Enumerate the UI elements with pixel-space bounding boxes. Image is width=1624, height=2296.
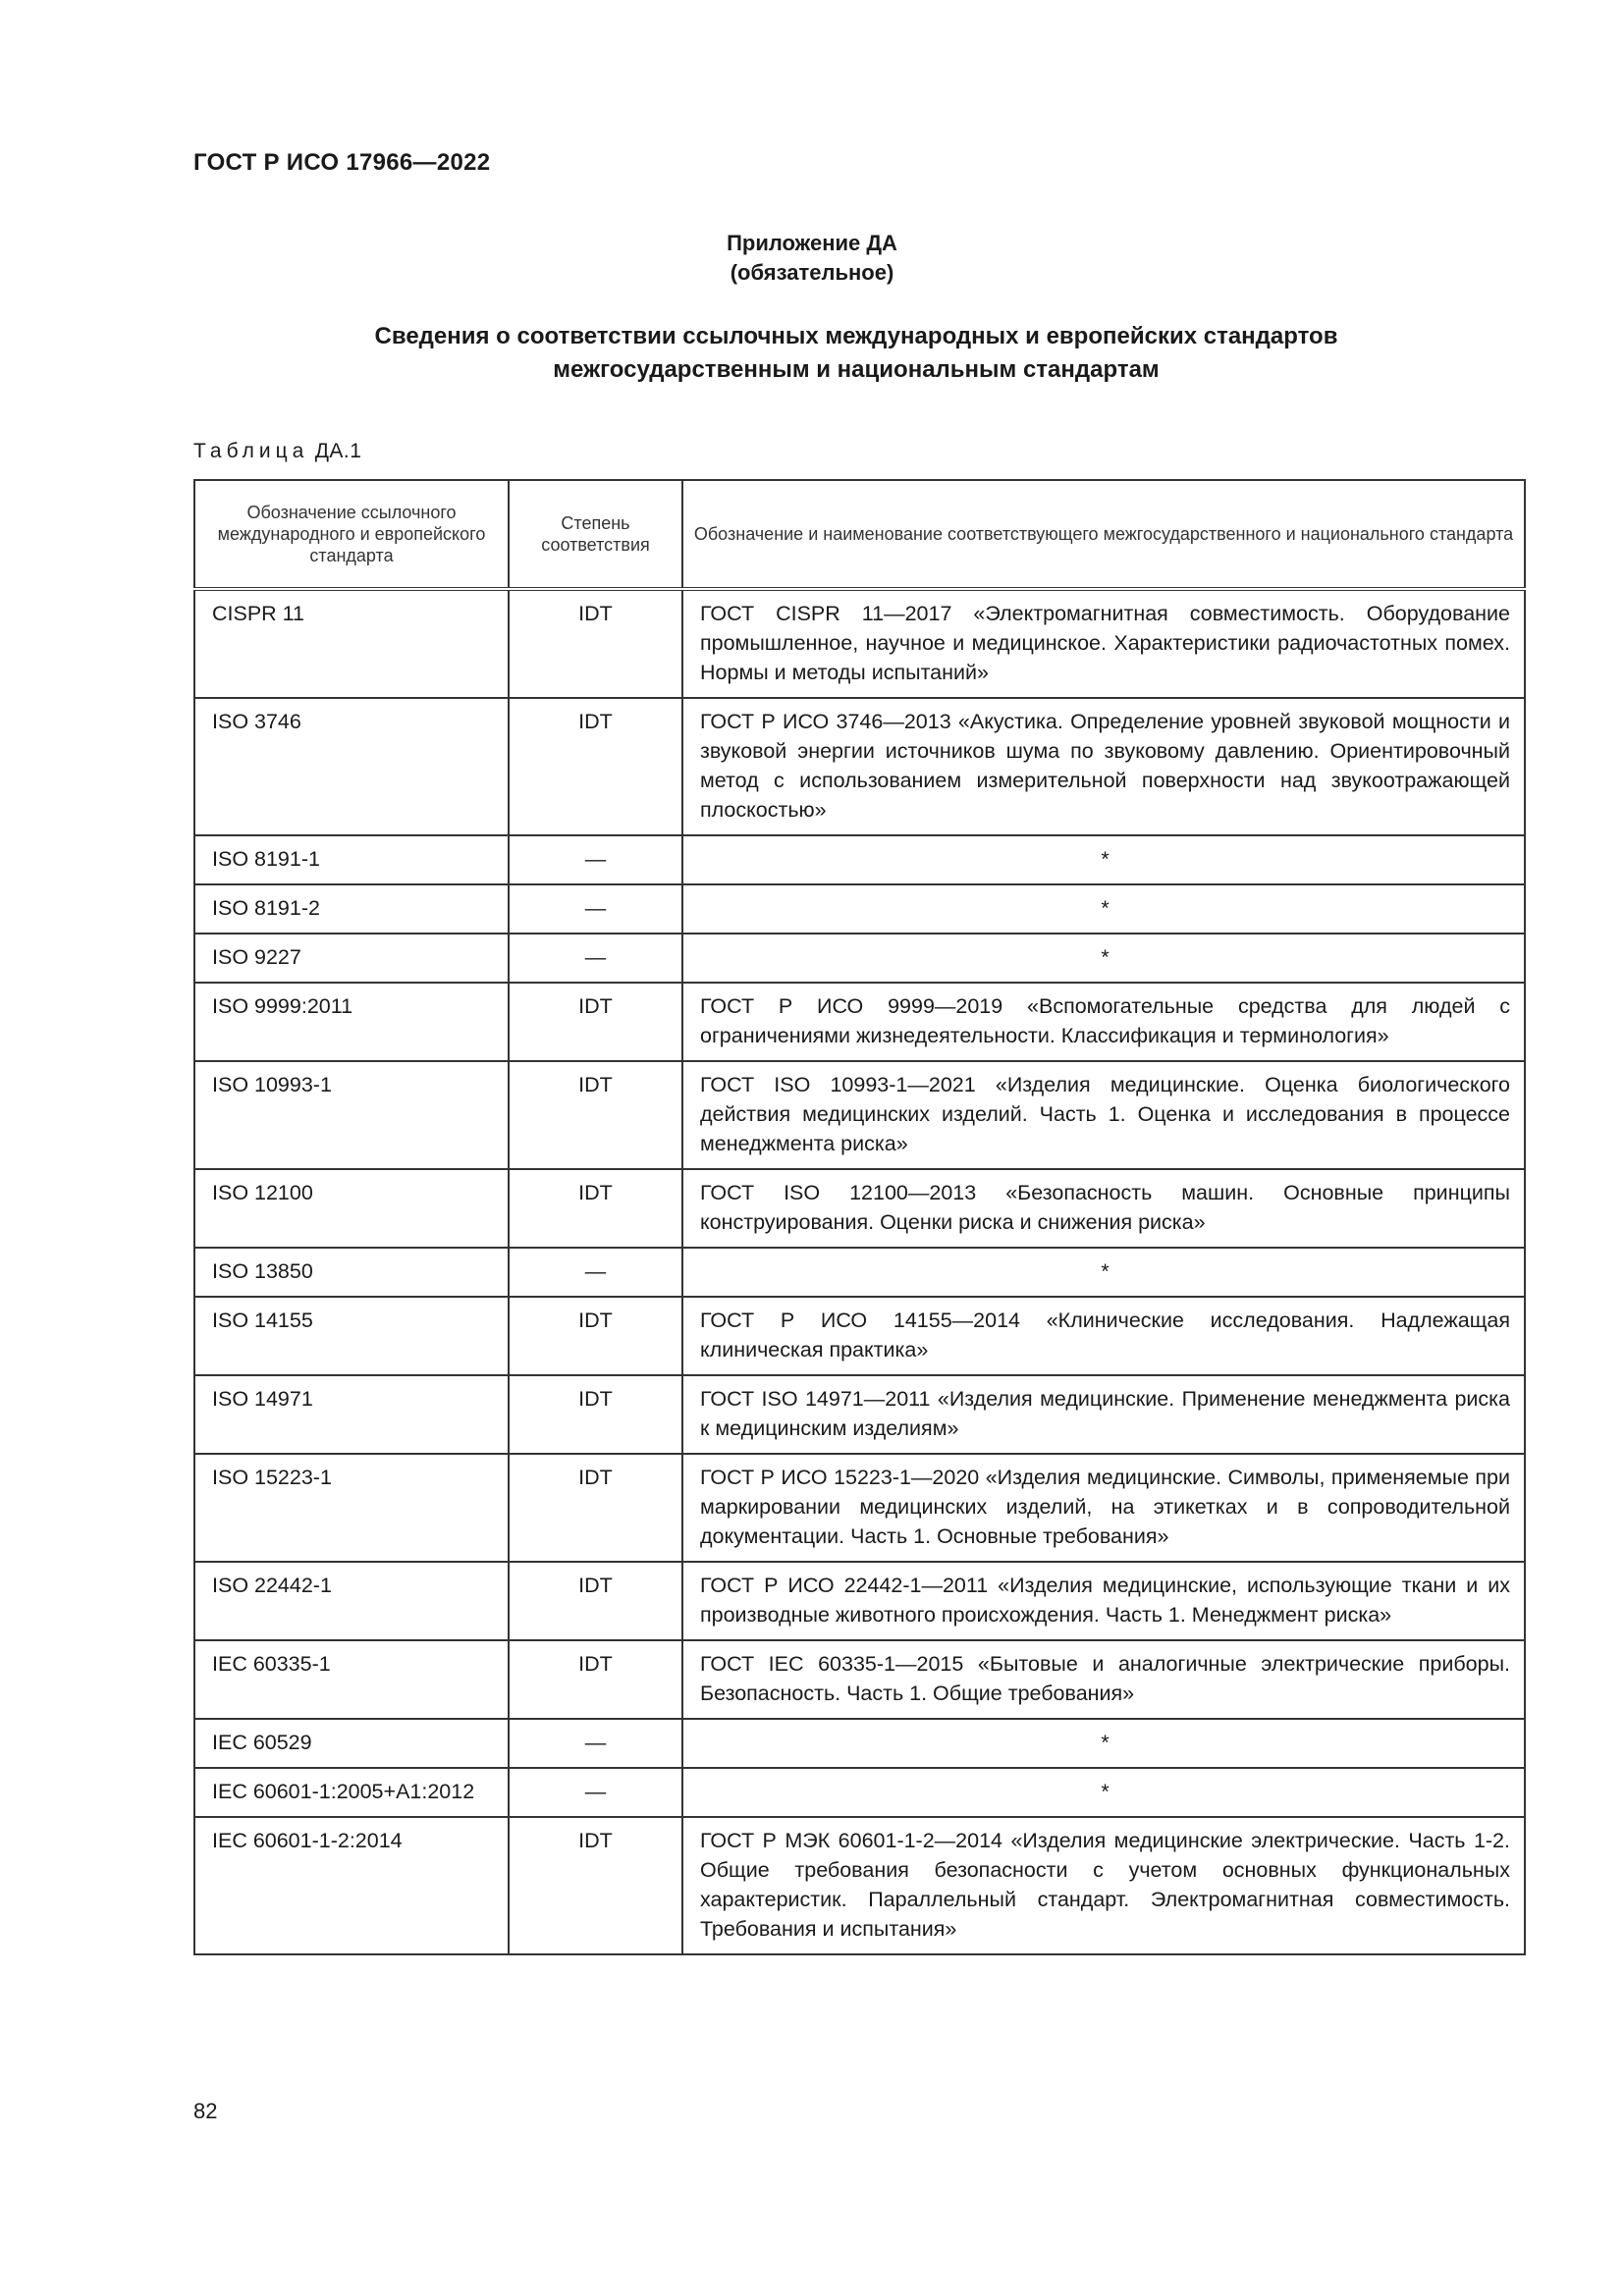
degree-cell: IDT [509, 1454, 682, 1562]
table-row [194, 884, 1525, 934]
reference-standard-cell: IEC 60335-1 [194, 1640, 509, 1719]
table-row [194, 1297, 1525, 1375]
national-standard-cell: ГОСТ ISO 12100—2013 «Безопасность машин. Основные принципы конструирования. Оценки риска и снижения риска» [682, 1169, 1525, 1248]
table-body [194, 589, 1525, 1954]
table-row [194, 983, 1525, 1061]
header-degree: Степень соответствия [509, 480, 682, 589]
appendix-title: Приложение ДА [727, 231, 897, 255]
reference-standard-cell: ISO 8191-2 [194, 884, 509, 934]
degree-cell: — [509, 835, 682, 884]
national-standard-cell: * [682, 1719, 1525, 1768]
degree-cell: IDT [509, 1817, 682, 1954]
reference-standard-cell: ISO 13850 [194, 1248, 509, 1297]
header-national-standard: Обозначение и наименование соответствующего межгосударственного и национального стандарта [682, 480, 1525, 589]
reference-standard-cell: IEC 60601-1-2:2014 [194, 1817, 509, 1954]
reference-standard-cell: ISO 22442-1 [194, 1562, 509, 1640]
reference-standard-cell: ISO 12100 [194, 1169, 509, 1248]
degree-cell: IDT [509, 983, 682, 1061]
national-standard-cell: ГОСТ CISPR 11—2017 «Электромагнитная совместимость. Оборудование промышленное, научное и медицинское. Характеристики радиочастотных помех. Нормы и методы испытаний» [682, 589, 1525, 698]
degree-cell: IDT [509, 1562, 682, 1640]
national-standard-cell: ГОСТ Р ИСО 14155—2014 «Клинические исследования. Надлежащая клиническая практика» [682, 1297, 1525, 1375]
reference-standard-cell: ISO 10993-1 [194, 1061, 509, 1169]
page-number: 82 [193, 2099, 218, 2123]
table-row [194, 1169, 1525, 1248]
degree-cell: IDT [509, 589, 682, 698]
degree-cell: IDT [509, 1640, 682, 1719]
degree-cell: — [509, 884, 682, 934]
reference-standard-cell: IEC 60601-1:2005+A1:2012 [194, 1768, 509, 1817]
table-row [194, 589, 1525, 698]
national-standard-cell: ГОСТ Р ИСО 3746—2013 «Акустика. Определение уровней звуковой мощности и звуковой энергии источников шума по звуковому давлению. Ориентировочный метод с использованием измерительной поверхности над звукоотражающей плоскостью» [682, 698, 1525, 835]
reference-standard-cell: CISPR 11 [194, 589, 509, 698]
table-row [194, 1768, 1525, 1817]
degree-cell: — [509, 1719, 682, 1768]
reference-standard-cell: ISO 14971 [194, 1375, 509, 1454]
section-title-line2: межгосударственным и национальным стандартам [553, 356, 1160, 383]
table-row [194, 1562, 1525, 1640]
national-standard-cell: ГОСТ Р ИСО 22442-1—2011 «Изделия медицинские, использующие ткани и их производные животного происхождения. Часть 1. Менеджмент риска» [682, 1562, 1525, 1640]
table-caption [193, 440, 361, 463]
reference-standard-cell: ISO 9999:2011 [194, 983, 509, 1061]
table-row [194, 1817, 1525, 1954]
reference-standard-cell: IEC 60529 [194, 1719, 509, 1768]
section-title [0, 320, 1624, 387]
appendix-status: (обязательное) [730, 260, 894, 285]
degree-cell: IDT [509, 1061, 682, 1169]
table-row [194, 1248, 1525, 1297]
section-title-line1: Сведения о соответствии ссылочных международных и европейских стандартов [374, 323, 1338, 349]
reference-standard-cell: ISO 14155 [194, 1297, 509, 1375]
national-standard-cell: * [682, 934, 1525, 983]
national-standard-cell: * [682, 1248, 1525, 1297]
degree-cell: IDT [509, 1375, 682, 1454]
document-header: ГОСТ Р ИСО 17966—2022 [193, 149, 491, 176]
header-reference-standard: Обозначение ссылочного международного и европейского стандарта [194, 480, 509, 589]
reference-standard-cell: ISO 15223-1 [194, 1454, 509, 1562]
degree-cell: IDT [509, 1169, 682, 1248]
table-caption-word: Таблица [193, 440, 309, 462]
table-row [194, 1454, 1525, 1562]
table-row [194, 934, 1525, 983]
table-row [194, 1061, 1525, 1169]
reference-standard-cell: ISO 8191-1 [194, 835, 509, 884]
degree-cell: — [509, 1768, 682, 1817]
table-header-row [194, 480, 1525, 589]
table-row [194, 1719, 1525, 1768]
national-standard-cell: ГОСТ ISO 10993-1—2021 «Изделия медицинские. Оценка биологического действия медицинских изделий. Часть 1. Оценка и исследования в процессе менеджмента риска» [682, 1061, 1525, 1169]
national-standard-cell: ГОСТ Р ИСО 9999—2019 «Вспомогательные средства для людей с ограничениями жизнедеятельности. Классификация и терминология» [682, 983, 1525, 1061]
correspondence-table [193, 479, 1526, 1955]
reference-standard-cell: ISO 9227 [194, 934, 509, 983]
national-standard-cell: * [682, 835, 1525, 884]
degree-cell: — [509, 934, 682, 983]
degree-cell: — [509, 1248, 682, 1297]
table-row [194, 835, 1525, 884]
degree-cell: IDT [509, 1297, 682, 1375]
national-standard-cell: ГОСТ Р ИСО 15223-1—2020 «Изделия медицинские. Символы, применяемые при маркировании медицинских изделий, на этикетках и в сопроводительной документации. Часть 1. Основные требования» [682, 1454, 1525, 1562]
national-standard-cell: ГОСТ ISO 14971—2011 «Изделия медицинские. Применение менеджмента риска к медицинским изделиям» [682, 1375, 1525, 1454]
table-caption-number: ДА.1 [314, 440, 362, 462]
table-row [194, 698, 1525, 835]
table-row [194, 1375, 1525, 1454]
national-standard-cell: ГОСТ Р МЭК 60601-1-2—2014 «Изделия медицинские электрические. Часть 1-2. Общие требования безопасности с учетом основных функциональных характеристик. Параллельный стандарт. Электромагнитная совместимость. Требования и испытания» [682, 1817, 1525, 1954]
national-standard-cell: ГОСТ IEC 60335-1—2015 «Бытовые и аналогичные электрические приборы. Безопасность. Часть 1. Общие требования» [682, 1640, 1525, 1719]
table-row [194, 1640, 1525, 1719]
national-standard-cell: * [682, 1768, 1525, 1817]
reference-standard-cell: ISO 3746 [194, 698, 509, 835]
degree-cell: IDT [509, 698, 682, 835]
national-standard-cell: * [682, 884, 1525, 934]
appendix-heading [0, 229, 1624, 288]
